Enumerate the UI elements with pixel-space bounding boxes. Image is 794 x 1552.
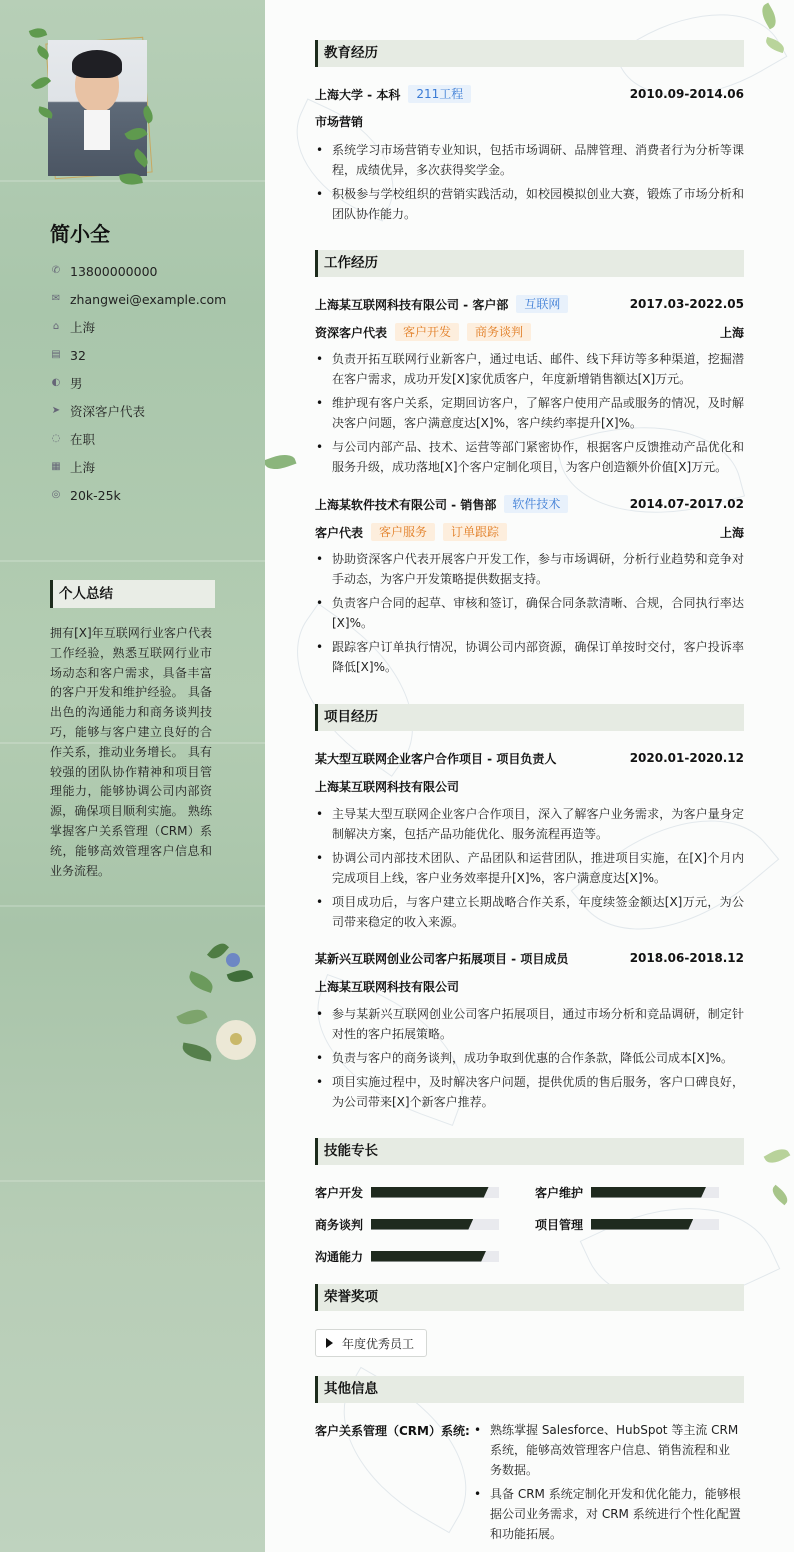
skill-name: 商务谈判 bbox=[315, 1217, 364, 1232]
info-text: 男 bbox=[70, 376, 83, 391]
section-title-projects: 项目经历 bbox=[315, 704, 744, 731]
mail-icon: ✉ bbox=[51, 293, 61, 304]
info-item-status bbox=[50, 425, 250, 453]
skill-tag: 商务谈判 bbox=[467, 323, 531, 341]
city-icon: ▦ bbox=[51, 461, 61, 472]
salary-icon: ◎ bbox=[51, 489, 61, 500]
flower-decoration bbox=[178, 935, 265, 1085]
skill-tag: 客户服务 bbox=[371, 523, 435, 541]
job-period: 2014.07-2017.02 bbox=[629, 497, 744, 511]
info-text: 在职 bbox=[70, 432, 96, 447]
other-label: 客户关系管理（CRM）系统: bbox=[315, 1424, 470, 1438]
list-item: • 负责与客户的商务谈判，成功争取到优惠的合作条款，降低公司成本[X]%。 bbox=[315, 1048, 744, 1068]
skill-fill bbox=[591, 1219, 693, 1230]
education-header bbox=[315, 84, 744, 104]
skill-bar bbox=[591, 1187, 719, 1198]
list-item: • 跟踪客户订单执行情况，协调公司内部资源，确保订单按时交付，客户投诉率降低[X]%。 bbox=[315, 637, 744, 677]
list-item: • 具备 CRM 系统定制化开发和优化能力，能够根据公司业务需求，对 CRM 系统进行个性化配置和功能拓展。 bbox=[473, 1484, 741, 1544]
info-item-phone bbox=[50, 257, 250, 285]
job-position: 客户代表 bbox=[315, 525, 364, 540]
skill-item bbox=[315, 1248, 499, 1264]
leaf-icon bbox=[29, 26, 47, 41]
main-content bbox=[265, 0, 794, 1552]
background-streak bbox=[0, 560, 265, 562]
job-city: 上海 bbox=[719, 325, 744, 340]
project-company-row bbox=[315, 776, 744, 796]
avatar-decoration bbox=[28, 18, 158, 198]
other-bullets bbox=[473, 1420, 741, 1548]
list-item: • 协助资深客户代表开展客户开发工作，参与市场调研，分析行业趋势和竞争对手动态，为客户开发策略提供数据支持。 bbox=[315, 549, 744, 589]
summary-title: 个人总结 bbox=[50, 580, 215, 608]
send-icon: ➤ bbox=[51, 405, 61, 416]
list-item: • 项目实施过程中，及时解决客户问题，提供优质的售后服务，客户口碑良好，为公司带来[X]个新客户推荐。 bbox=[315, 1072, 744, 1112]
job-position-row bbox=[315, 322, 744, 342]
project-company: 上海某互联网科技有限公司 bbox=[315, 979, 460, 994]
education-period: 2010.09-2014.06 bbox=[629, 87, 744, 101]
project-period: 2020.01-2020.12 bbox=[629, 751, 744, 765]
project-header bbox=[315, 748, 744, 768]
job-bullets bbox=[315, 549, 744, 681]
section-title-skills: 技能专长 bbox=[315, 1138, 744, 1165]
company-name: 上海某软件技术有限公司 - 销售部 bbox=[315, 497, 497, 512]
play-icon bbox=[326, 1338, 333, 1348]
skill-bar bbox=[591, 1219, 719, 1230]
phone-icon: ✆ bbox=[51, 265, 61, 276]
skill-tag: 订单跟踪 bbox=[443, 523, 507, 541]
section-title-awards: 荣誉奖项 bbox=[315, 1284, 744, 1311]
section-title-education: 教育经历 bbox=[315, 40, 744, 67]
home-icon: ⌂ bbox=[52, 321, 60, 332]
info-text: 资深客户代表 bbox=[70, 404, 146, 419]
project-name: 某新兴互联网创业公司客户拓展项目 - 项目成员 bbox=[315, 951, 569, 966]
info-item-email bbox=[50, 285, 250, 313]
info-text: 上海 bbox=[70, 460, 96, 475]
skill-item bbox=[315, 1216, 499, 1232]
company-name: 上海某互联网科技有限公司 - 客户部 bbox=[315, 297, 509, 312]
skill-name: 客户维护 bbox=[535, 1185, 584, 1200]
project-header bbox=[315, 948, 744, 968]
skill-item bbox=[315, 1184, 499, 1200]
skill-bar bbox=[371, 1187, 499, 1198]
info-item-position bbox=[50, 397, 250, 425]
industry-tag: 软件技术 bbox=[504, 495, 568, 513]
summary-text: 拥有[X]年互联网行业客户代表工作经验，熟悉互联网行业市场动态和客户需求，具备丰富的客户开发和维护经验。 具备出色的沟通能力和商务谈判技巧，能够与客户建立良好的合作关系，推动业务增长。 具有较强的团队协作精神和项目管理能力，能够协调公司内部资源，确保项目顺利实施。 熟练掌握客户关系管理（CRM）系统，能够高效管理客户信息和业务流程。 bbox=[50, 626, 212, 878]
section-title-work: 工作经历 bbox=[315, 250, 744, 277]
education-bullets bbox=[315, 140, 744, 228]
contact-info-list bbox=[50, 257, 250, 509]
info-text: 32 bbox=[70, 347, 86, 363]
job-city: 上海 bbox=[719, 525, 744, 540]
skill-bar bbox=[371, 1251, 499, 1262]
skill-fill bbox=[371, 1251, 486, 1262]
education-major-row bbox=[315, 111, 744, 131]
candidate-name: 简小全 bbox=[50, 222, 110, 246]
project-period: 2018.06-2018.12 bbox=[629, 951, 744, 965]
award-label: 年度优秀员工 bbox=[342, 1336, 415, 1351]
info-text: 20k-25k bbox=[70, 487, 121, 503]
leaf-icon bbox=[764, 1145, 791, 1167]
list-item: • 与公司内部产品、技术、运营等部门紧密协作，根据客户反馈推动产品优化和服务升级，成功落地[X]个客户定制化项目，为客户创造额外价值[X]万元。 bbox=[315, 437, 744, 477]
major: 市场营销 bbox=[315, 114, 364, 129]
list-item: • 系统学习市场营销专业知识，包括市场调研、品牌管理、消费者行为分析等课程，成绩优异，多次获得奖学金。 bbox=[315, 140, 744, 180]
list-item: • 参与某新兴互联网创业公司客户拓展项目，通过市场分析和竞品调研，制定针对性的客户拓展策略。 bbox=[315, 1004, 744, 1044]
info-item-salary bbox=[50, 481, 250, 509]
list-item: • 项目成功后，与客户建立长期战略合作关系，年度续签金额达[X]万元，为公司带来稳定的收入来源。 bbox=[315, 892, 744, 932]
leaf-icon bbox=[265, 450, 296, 473]
info-item-home bbox=[50, 313, 250, 341]
project-name: 某大型互联网企业客户合作项目 - 项目负责人 bbox=[315, 751, 557, 766]
info-text: 13800000000 bbox=[70, 263, 158, 279]
school-name: 上海大学 - 本科 bbox=[315, 87, 401, 102]
list-item: • 负责开拓互联网行业新客户，通过电话、邮件、线下拜访等多种渠道，挖掘潜在客户需求，成功开发[X]家优质客户，年度新增销售额达[X]万元。 bbox=[315, 349, 744, 389]
age-icon: ▤ bbox=[51, 349, 61, 360]
skill-item bbox=[535, 1216, 719, 1232]
job-header bbox=[315, 494, 744, 514]
project-company-row bbox=[315, 976, 744, 996]
list-item: • 熟练掌握 Salesforce、HubSpot 等主流 CRM 系统，能够高效管理客户信息、销售流程和业务数据。 bbox=[473, 1420, 741, 1480]
industry-tag: 互联网 bbox=[516, 295, 568, 313]
sidebar bbox=[0, 0, 265, 1552]
project-bullets bbox=[315, 1004, 744, 1116]
leaf-icon bbox=[769, 1185, 791, 1206]
info-item-age bbox=[50, 341, 250, 369]
job-bullets bbox=[315, 349, 744, 481]
gender-icon: ◐ bbox=[51, 377, 61, 388]
status-icon: ◌ bbox=[51, 433, 61, 444]
job-period: 2017.03-2022.05 bbox=[629, 297, 744, 311]
skill-fill bbox=[371, 1219, 473, 1230]
section-title-other: 其他信息 bbox=[315, 1376, 744, 1403]
background-streak bbox=[0, 1180, 265, 1182]
background-streak bbox=[0, 905, 265, 907]
list-item: • 积极参与学校组织的营销实践活动，如校园模拟创业大赛，锻炼了市场分析和团队协作能力。 bbox=[315, 184, 744, 224]
skill-name: 沟通能力 bbox=[315, 1249, 364, 1264]
job-header bbox=[315, 294, 744, 314]
list-item: • 协调公司内部技术团队、产品团队和运营团队，推进项目实施，在[X]个月内完成项目上线，客户业务效率提升[X]%，客户满意度达[X]%。 bbox=[315, 848, 744, 888]
skill-fill bbox=[591, 1187, 706, 1198]
list-item: • 主导某大型互联网企业客户合作项目，深入了解客户业务需求，为客户量身定制解决方案，包括产品功能优化、服务流程再造等。 bbox=[315, 804, 744, 844]
info-item-city bbox=[50, 453, 250, 481]
list-item: • 负责客户合同的起草、审核和签订，确保合同条款清晰、合规，合同执行率达[X]%。 bbox=[315, 593, 744, 633]
skill-name: 客户开发 bbox=[315, 1185, 364, 1200]
avatar bbox=[48, 40, 147, 176]
project-company: 上海某互联网科技有限公司 bbox=[315, 779, 460, 794]
info-text: 上海 bbox=[70, 320, 96, 335]
skill-name: 项目管理 bbox=[535, 1217, 584, 1232]
info-text: zhangwei@example.com bbox=[70, 291, 227, 307]
project-bullets bbox=[315, 804, 744, 936]
skill-item bbox=[535, 1184, 719, 1200]
award-item[interactable] bbox=[315, 1329, 427, 1357]
list-item: • 维护现有客户关系，定期回访客户，了解客户使用产品或服务的情况，及时解决客户问题，客户满意度达[X]%，客户续约率提升[X]%。 bbox=[315, 393, 744, 433]
job-position-row bbox=[315, 522, 744, 542]
school-tag: 211工程 bbox=[408, 85, 471, 103]
skill-fill bbox=[371, 1187, 489, 1198]
skill-tag: 客户开发 bbox=[395, 323, 459, 341]
skill-bar bbox=[371, 1219, 499, 1230]
job-position: 资深客户代表 bbox=[315, 325, 388, 340]
info-item-gender bbox=[50, 369, 250, 397]
